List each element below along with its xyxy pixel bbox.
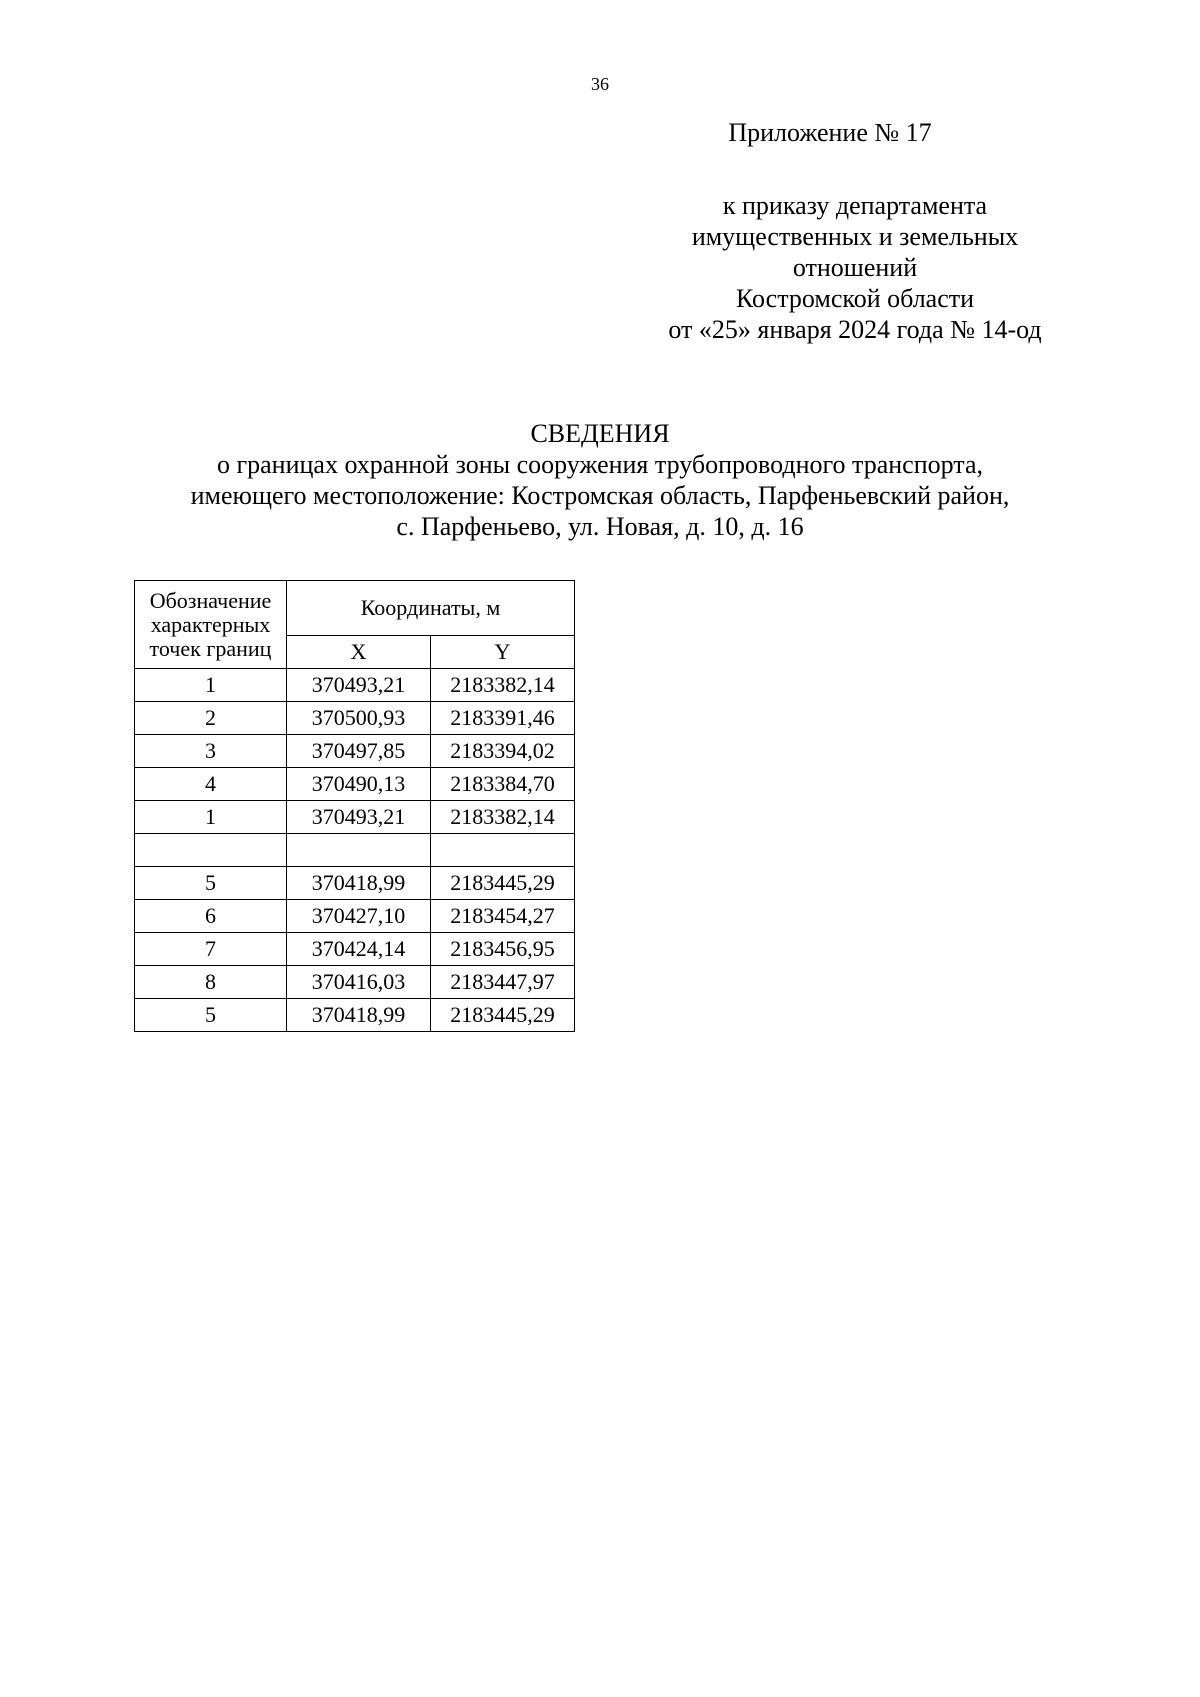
x-cell: 370424,14 <box>287 933 431 966</box>
x-cell: 370418,99 <box>287 867 431 900</box>
y-cell: 2183394,02 <box>431 735 575 768</box>
point-cell: 2 <box>135 702 287 735</box>
header-x: X <box>287 636 431 669</box>
header-point-line: характерных <box>150 611 271 637</box>
y-cell: 2183447,97 <box>431 966 575 999</box>
table-row <box>135 669 575 702</box>
y-cell: 2183456,95 <box>431 933 575 966</box>
point-cell: 6 <box>135 900 287 933</box>
x-cell: 370490,13 <box>287 768 431 801</box>
point-cell: 5 <box>135 867 287 900</box>
point-cell: 5 <box>135 999 287 1032</box>
order-line: к приказу департамента <box>722 191 988 220</box>
document-heading <box>0 418 1200 542</box>
x-cell <box>287 834 431 867</box>
header-point-designation <box>135 581 287 669</box>
header-point-line: Обозначение <box>149 587 272 613</box>
table-row <box>135 900 575 933</box>
order-line: Костромской области <box>735 284 975 313</box>
point-cell <box>135 834 287 867</box>
point-cell: 7 <box>135 933 287 966</box>
x-cell: 370500,93 <box>287 702 431 735</box>
y-cell: 2183382,14 <box>431 801 575 834</box>
table-row <box>135 933 575 966</box>
x-cell: 370418,99 <box>287 999 431 1032</box>
point-cell: 3 <box>135 735 287 768</box>
heading-line: о границах охранной зоны сооружения трубопроводного транспорта, <box>216 450 984 479</box>
point-cell: 1 <box>135 801 287 834</box>
y-cell: 2183382,14 <box>431 669 575 702</box>
table-row-empty <box>135 834 575 867</box>
heading-line: имеющего местоположение: Костромская область, Парфеньевский район, <box>190 481 1010 510</box>
y-cell <box>431 834 575 867</box>
coordinates-table <box>134 580 575 1032</box>
order-line: имущественных и земельных <box>691 222 1019 251</box>
order-line: отношений <box>792 253 918 282</box>
x-cell: 370493,21 <box>287 801 431 834</box>
x-cell: 370493,21 <box>287 669 431 702</box>
table-row <box>135 867 575 900</box>
header-point-line: точек границ <box>149 635 272 661</box>
y-cell: 2183454,27 <box>431 900 575 933</box>
y-cell: 2183445,29 <box>431 867 575 900</box>
heading-title: СВЕДЕНИЯ <box>530 419 670 448</box>
table-row <box>135 768 575 801</box>
appendix-title: Приложение № 17 <box>728 118 932 147</box>
y-cell: 2183445,29 <box>431 999 575 1032</box>
x-cell: 370416,03 <box>287 966 431 999</box>
table-row <box>135 735 575 768</box>
order-reference <box>620 190 1090 345</box>
page-number: 36 <box>591 74 609 94</box>
x-cell: 370497,85 <box>287 735 431 768</box>
table-row <box>135 702 575 735</box>
point-cell: 8 <box>135 966 287 999</box>
order-line: от «25» января 2024 года № 14-од <box>668 315 1042 344</box>
table-row <box>135 999 575 1032</box>
x-cell: 370427,10 <box>287 900 431 933</box>
header-y: Y <box>431 636 575 669</box>
y-cell: 2183384,70 <box>431 768 575 801</box>
point-cell: 4 <box>135 768 287 801</box>
table-row <box>135 801 575 834</box>
header-coordinates: Координаты, м <box>287 581 575 636</box>
heading-line: с. Парфеньево, ул. Новая, д. 10, д. 16 <box>396 512 804 541</box>
y-cell: 2183391,46 <box>431 702 575 735</box>
point-cell: 1 <box>135 669 287 702</box>
table-row <box>135 966 575 999</box>
